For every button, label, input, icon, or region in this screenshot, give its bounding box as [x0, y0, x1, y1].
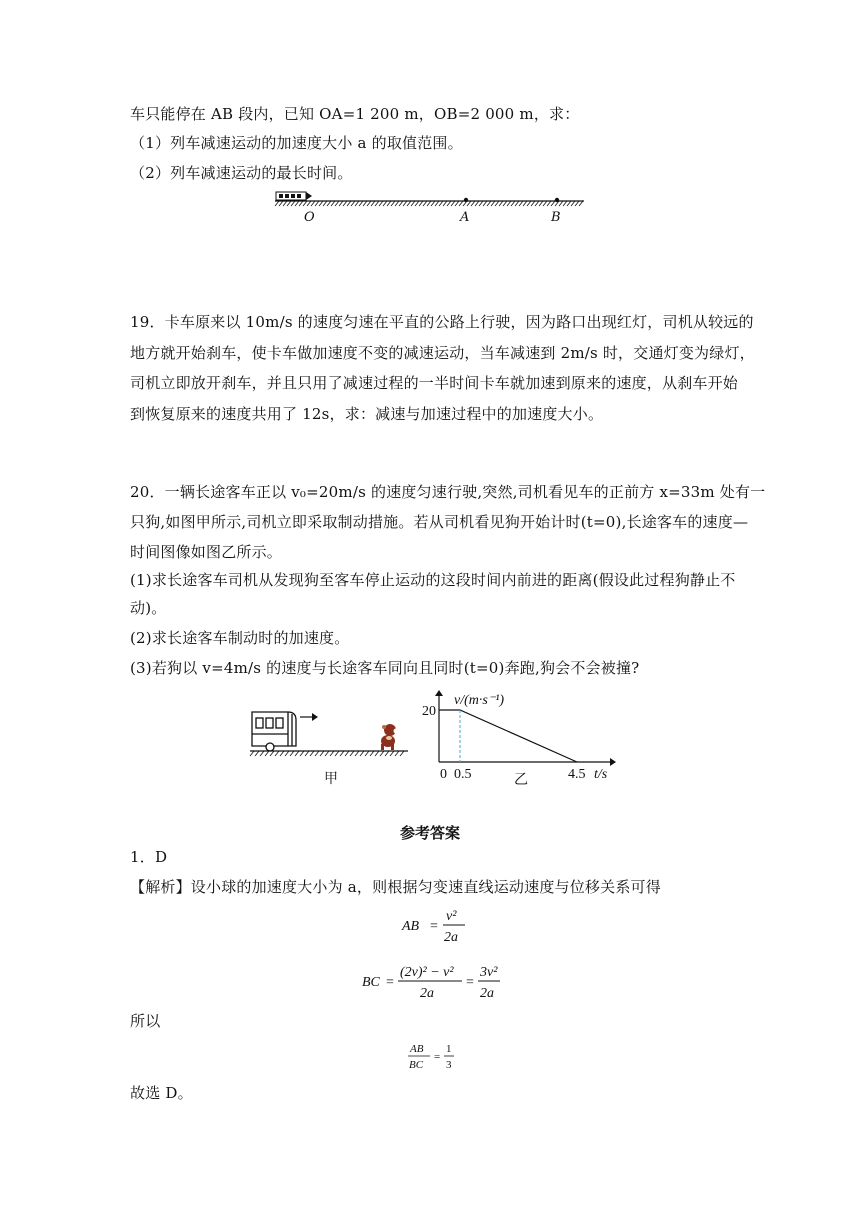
hatch: [275, 201, 583, 206]
q19-line-3: 司机立即放开刹车，并且只用了减速过程的一半时间卡车就加速到原来的速度，从刹车开始: [130, 374, 739, 392]
q19-line-2: 地方就开始刹车，使卡车做加速度不变的减速运动，当车减速到 2m/s 时，交通灯变为绿灯，: [130, 344, 755, 362]
q20-line-1: 20．一辆长途客车正以 v₀=20m/s 的速度匀速行驶,突然,司机看见车的正前方 x=33m 处有一: [130, 483, 766, 501]
q20-line-4: (1)求长途客车司机从发现狗至客车停止运动的这段时间内前进的距离(假设此过程狗静止不: [130, 571, 736, 589]
eq3-denominator: BC: [409, 1059, 424, 1071]
x-axis-label: t/s: [594, 767, 608, 782]
eq2-numerator: (2v)² − v²: [400, 965, 454, 980]
label-yi: 乙: [514, 772, 528, 788]
point-b: [555, 198, 559, 202]
answer-conclusion: 故选 D。: [130, 1084, 193, 1102]
q20-line-2: 只狗,如图甲所示,司机立即采取制动措施。若从司机看见狗开始计时(t=0),长途客车的速度—: [130, 513, 749, 531]
track-figure: [270, 188, 590, 228]
eq2-equals-2: =: [466, 975, 474, 990]
q18-sub2: （2）列车减速运动的最长时间。: [130, 164, 353, 182]
eq2-denominator: 2a: [420, 986, 434, 1001]
ground-hatch: [250, 751, 404, 756]
eq2-equals: =: [386, 975, 394, 990]
eq2-denominator-2: 2a: [480, 986, 494, 1001]
q19-line-4: 到恢复原来的速度共用了 12s，求：减速与加速过程中的加速度大小。: [130, 405, 604, 423]
bus-icon: [252, 712, 296, 751]
y-tick-20: 20: [422, 704, 436, 719]
label-jia: 甲: [324, 771, 338, 787]
q20-line-7: (3)若狗以 v=4m/s 的速度与长途客车同向且同时(t=0)奔跑,狗会不会被撞?: [130, 659, 640, 677]
label-b: B: [551, 210, 561, 225]
equation-ab: [402, 906, 502, 946]
x-tick-4-5: 4.5: [568, 767, 586, 782]
eq3-rhs-numerator: 1: [446, 1043, 452, 1055]
eq3-numerator: AB: [410, 1043, 424, 1055]
q20-line-6: (2)求长途客车制动时的加速度。: [130, 629, 350, 647]
q18-line: 车只能停在 AB 段内，已知 OA=1 200 m，OB=2 000 m，求：: [130, 105, 580, 123]
origin-label: 0: [440, 767, 447, 782]
figure-yi-vt-graph: [422, 690, 622, 790]
arrow-icon: [300, 713, 318, 721]
equation-bc: [362, 962, 522, 1002]
eq3-rhs-denominator: 3: [446, 1059, 452, 1071]
eq2-lhs: BC: [362, 975, 380, 990]
eq1-equals: =: [430, 919, 438, 934]
eq3-equals: =: [434, 1051, 441, 1063]
figure-jia: [248, 700, 418, 790]
answer-analysis: 【解析】设小球的加速度大小为 a，则根据匀变速直线运动速度与位移关系可得: [130, 878, 661, 896]
q19-line-1: 19．卡车原来以 10m/s 的速度匀速在平直的公路上行驶，因为路口出现红灯，司机从较远的: [130, 313, 754, 331]
label-a: A: [460, 210, 470, 225]
equation-ratio: [408, 1040, 478, 1074]
answer-1: 1．D: [130, 848, 168, 866]
train-icon: [276, 192, 312, 200]
answers-heading: 参考答案: [399, 824, 460, 842]
eq1-denominator: 2a: [444, 930, 458, 945]
answer-so: 所以: [130, 1012, 161, 1030]
x-tick-0-5: 0.5: [454, 767, 472, 782]
q20-line-3: 时间图像如图乙所示。: [130, 543, 283, 561]
label-o: O: [304, 210, 315, 225]
q18-sub1: （1）列车减速运动的加速度大小 a 的取值范围。: [130, 134, 463, 152]
eq2-numerator-2: 3v²: [480, 965, 498, 980]
q20-line-5: 动)。: [130, 599, 167, 617]
point-a: [464, 198, 468, 202]
dog-icon: [381, 724, 399, 750]
y-axis-label: v/(m·s⁻¹): [454, 693, 505, 708]
eq1-numerator: v²: [446, 909, 457, 924]
eq1-lhs: AB: [402, 919, 420, 934]
